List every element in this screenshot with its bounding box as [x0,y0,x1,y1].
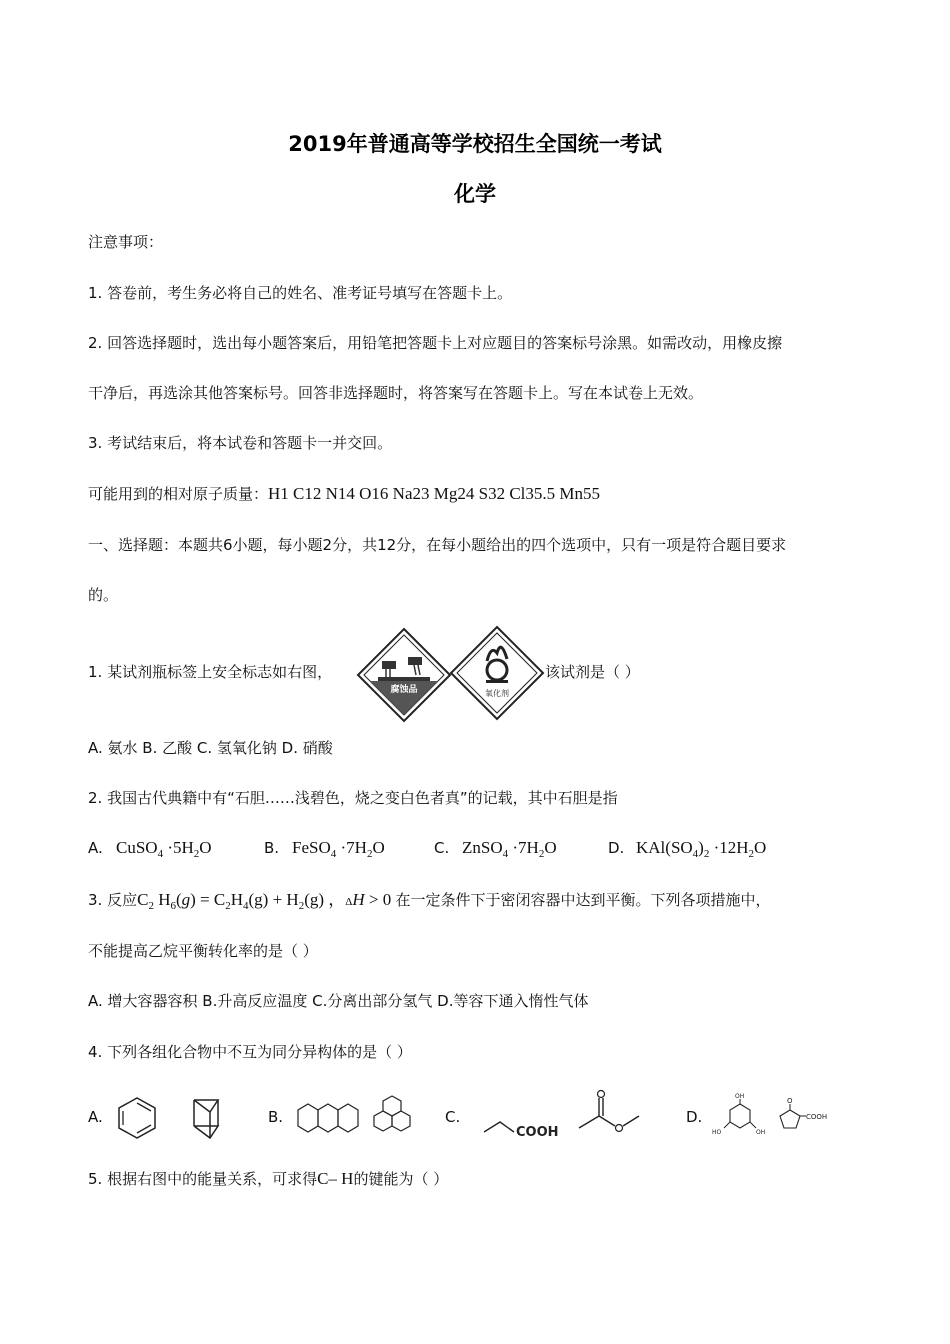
d-oh-right: OH [756,1129,766,1136]
q5-bond: C– H [317,1169,354,1188]
notice-heading: 注意事项： [88,233,164,251]
q3-options: A. 增大容器容积 B.升高反应温度 C.分离出部分氢气 D.等容下通入惰性气体 [88,992,589,1010]
q4-stem: 4. 下列各组化合物中不互为同分异构体的是（ ） [88,1043,412,1061]
corrosive-sign-icon [356,627,452,723]
q3-stem-suffix: 在一定条件下于密闭容器中达到平衡。下列各项措施中， [395,891,771,909]
q4-option-d-letter: D. [686,1108,703,1126]
q2-option-d-letter: D. [608,839,625,857]
q3-stem-cont: 不能提高乙烷平衡转化率的是（ ） [88,942,318,960]
atomic-mass-line [88,484,600,504]
subject-title: 化学 [454,182,496,206]
q5-stem-prefix: 5. 根据右图中的能量关系，可求得 [88,1170,318,1188]
q2-option-b-formula: FeSO$_4$ $\cdot 7H_2O$ [292,838,385,860]
notice-2-cont: 干净后，再选涂其他答案标号。回答非选择题时，将答案写在答题卡上。写在本试卷上无效。 [88,384,704,402]
notice-3: 3. 考试结束后，将本试卷和答题卡一并交回。 [88,434,393,452]
q2-option-a-formula: CuSO$_4$ $\cdot 5H_2O$ [116,838,212,860]
q2-option-c-letter: C. [434,839,450,857]
q2-option-d-formula: $KAl(SO_4)_2 \cdot 12H_2O$ [636,838,767,860]
notice-1: 1. 答卷前，考生务必将自己的姓名、准考证号填写在答题卡上。 [88,284,513,302]
oxocyclopentane-acid-structure-icon [774,1096,834,1136]
q3-equation: $C_2$ $H_6(g) = C_2H_4(g) + H_2(g)$ ，ΔH > 0 [137,890,396,912]
prismane-structure-icon [188,1096,224,1142]
q5-stem-suffix: 的键能为（ ） [353,1170,449,1188]
q2-stem: 2. 我国古代典籍中有“石胆……浅碧色，烧之变白色者真”的记载，其中石胆是指 [88,789,618,807]
benzene-structure-icon [116,1096,158,1140]
q3-stem-prefix: 3. 反应 [88,891,138,909]
exam-title: 2019年普通高等学校招生全国统一考试 [288,132,662,156]
q1-options: A. 氨水 B. 乙酸 C. 氢氧化钠 D. 硝酸 [88,739,333,757]
d-oh-top: OH [735,1093,745,1100]
notice-2: 2. 回答选择题时，选出每小题答案后，用铅笔把答题卡上对应题目的答案标号涂黑。如需改动，用橡皮擦 [88,334,783,352]
section1-intro: 一、选择题：本题共6小题，每小题2分，共12分，在每小题给出的四个选项中，只有一项是符合题目要求 [88,536,787,554]
trihydroxybenzene-structure-icon [708,1092,772,1142]
phenalene-structure-icon [372,1094,412,1140]
section1-intro-cont: 的。 [88,586,119,604]
d-cooh-label: COOH [806,1113,828,1121]
propanoic-acid-structure-icon [480,1116,570,1140]
q5-stem [88,1169,448,1189]
q2-option-b-letter: B. [264,839,280,857]
q4-option-a-letter: A. [88,1108,103,1126]
methyl-acetate-structure-icon [575,1088,655,1140]
q1-stem-before: 1. 某试剂瓶标签上安全标志如右图， [88,663,333,681]
q2-option-c-formula: ZnSO$_4$ $\cdot 7H_2O$ [462,838,557,860]
anthracene-structure-icon [296,1102,370,1136]
atomic-mass-values: H1 C12 N14 O16 Na23 Mg24 S32 Cl35.5 Mn55 [268,484,601,503]
d-ketone-o: O [787,1097,793,1105]
q1-stem-after: 该试剂是（ ） [545,663,640,681]
q2-options [88,838,868,864]
q3-stem [88,890,771,916]
q4-option-b-letter: B. [268,1108,284,1126]
atomic-mass-label: 可能用到的相对原子质量： [88,485,269,503]
propanoic-acid-label: COOH [516,1125,559,1140]
oxidizer-sign-icon [449,625,545,721]
q2-option-a-letter: A. [88,839,103,857]
corrosive-sign-label: 腐蚀品 [390,685,418,695]
q4-option-c-letter: C. [445,1108,461,1126]
d-ho-left: HO [712,1129,722,1136]
oxidizer-sign-label: 氧化剂 [485,689,509,698]
